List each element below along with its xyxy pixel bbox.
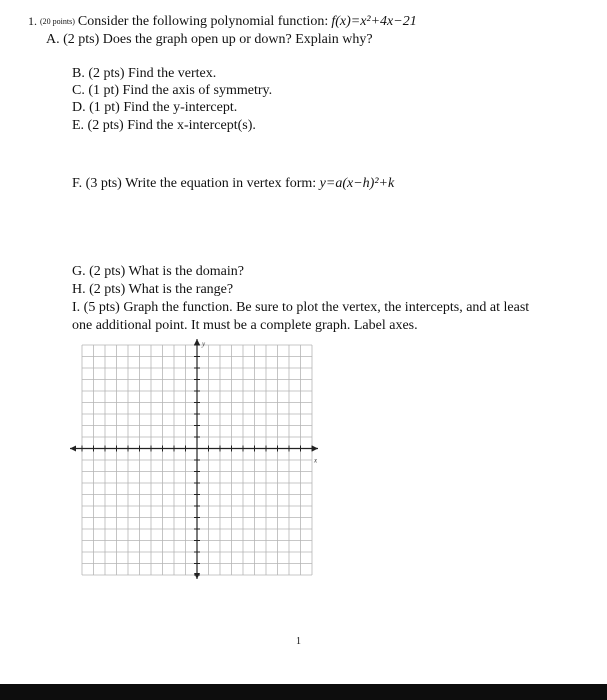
question-points: (20 points) (40, 17, 75, 26)
coordinate-grid-svg (70, 339, 322, 579)
polynomial-function: f(x)=x²+4x−21 (331, 14, 417, 29)
coordinate-grid (70, 339, 322, 579)
y-axis-label: y (202, 340, 206, 348)
x-axis-right-arrow (312, 446, 318, 452)
x-axis-left-arrow (70, 446, 76, 452)
part-b: B. (2 pts) Find the vertex. (72, 66, 217, 81)
part-i-line-2: one additional point. It must be a complete graph. Label axes. (72, 318, 418, 333)
part-a: A. (2 pts) Does the graph open up or down? Explain why? (46, 32, 373, 47)
part-i-line-1: I. (5 pts) Graph the function. Be sure to plot the vertex, the intercepts, and at least (72, 300, 530, 315)
part-c: C. (1 pt) Find the axis of symmetry. (72, 83, 273, 98)
part-g: G. (2 pts) What is the domain? (72, 264, 244, 279)
bottom-edge-bar (0, 684, 607, 700)
part-d: D. (1 pt) Find the y-intercept. (72, 100, 238, 115)
vertex-form-equation: y=a(x−h)²+k (319, 176, 395, 191)
question-intro: Consider the following polynomial function: (77, 14, 329, 29)
part-e: E. (2 pts) Find the x-intercept(s). (72, 118, 256, 133)
part-f (72, 176, 394, 192)
y-axis-bottom-arrow (194, 573, 200, 579)
part-h: H. (2 pts) What is the range? (72, 282, 234, 297)
question-number: 1. (28, 14, 37, 28)
part-f-label: F. (3 pts) Write the equation in vertex form: (72, 176, 317, 191)
y-axis-top-arrow (194, 339, 200, 345)
question-header (28, 14, 417, 30)
x-axis-label: x (314, 456, 318, 465)
page-number: 1 (296, 636, 301, 647)
